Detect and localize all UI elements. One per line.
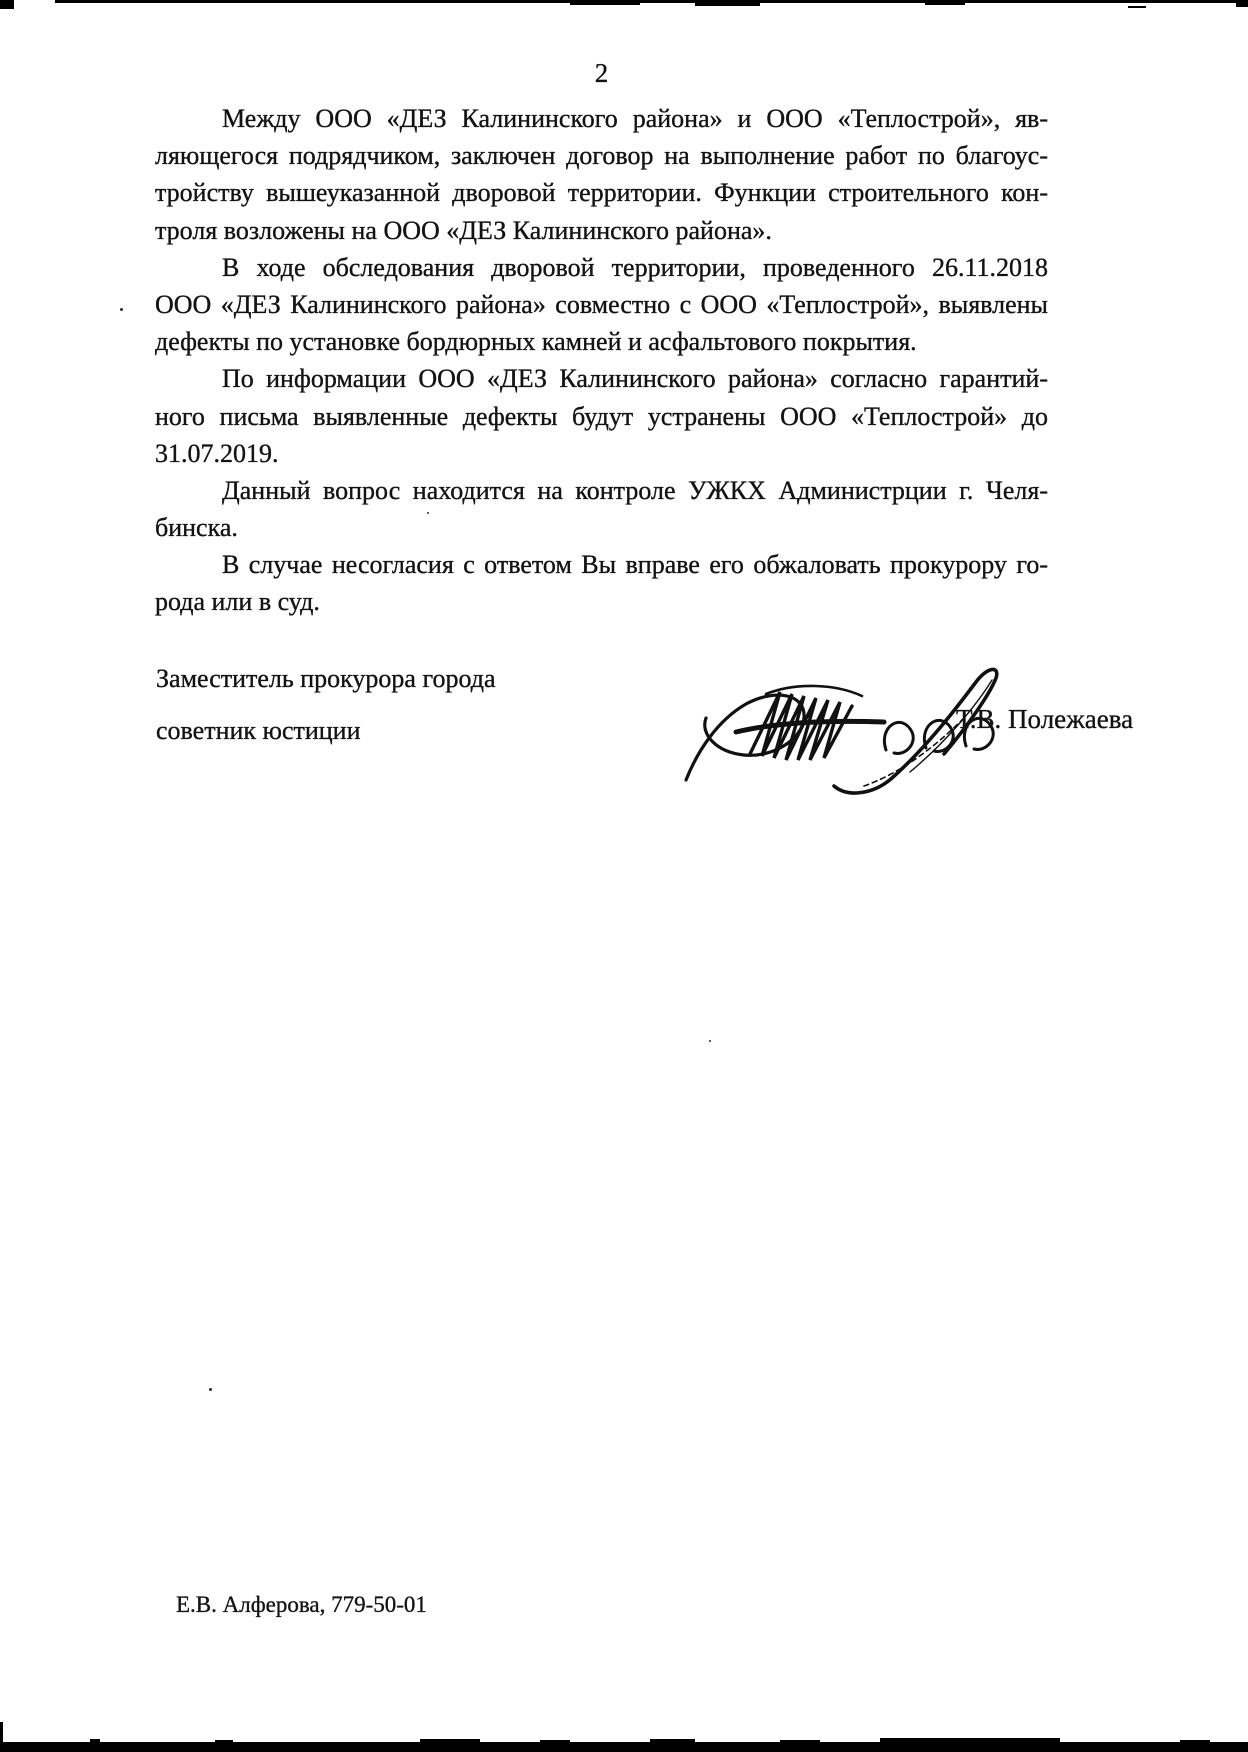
bottom-bar-noise xyxy=(540,1740,570,1742)
scan-speck xyxy=(209,1388,212,1391)
top-scan-line-noise xyxy=(570,0,640,5)
paragraph xyxy=(155,472,1048,546)
scan-speck xyxy=(427,512,429,514)
paragraph xyxy=(155,249,1048,361)
text-line: Между ООО «ДЕЗ Калининского района» и ООО «Теплострой», яв- xyxy=(222,104,1048,133)
text-line: В случае несогласия с ответом Вы вправе его обжаловать прокурору го- xyxy=(222,550,1048,580)
executor-contact: Е.В. Алферова, 779-50-01 xyxy=(176,1592,427,1617)
text-line: В ходе обследования дворовой территории, проведенного 26.11.2018 xyxy=(222,252,1048,282)
text-line: По информации ООО «ДЕЗ Калининского района» согласно гарантий- xyxy=(222,364,1048,394)
text-line: 31.07.2019. xyxy=(155,438,279,468)
text-line: Данный вопрос находится на контроле УЖКХ Администрции г. Челя- xyxy=(222,475,1048,505)
top-scan-line-noise xyxy=(1128,6,1146,8)
top-scan-line-noise xyxy=(925,0,965,5)
top-left-scan-blob xyxy=(0,0,14,9)
text-line: рода или в суд. xyxy=(155,587,320,617)
bottom-scan-bar xyxy=(0,1742,1248,1752)
bottom-bar-noise xyxy=(880,1738,1060,1742)
text-line: тройству вышеуказанной дворовой территории. Функции строительного кон- xyxy=(155,178,1048,208)
paragraph xyxy=(155,100,1048,249)
top-scan-line-noise xyxy=(1236,0,1248,7)
bottom-bar-noise xyxy=(650,1739,695,1742)
text-line: ООО «ДЕЗ Калининского района» совместно с ООО «Теплострой», выявлены xyxy=(155,289,1048,319)
bottom-bar-noise xyxy=(215,1740,233,1742)
scan-speck xyxy=(120,308,123,311)
text-line: ляющегося подрядчиком, заключен договор на выполнение работ по благоус- xyxy=(155,141,1048,171)
text-line: ного письма выявленные дефекты будут устранены ООО «Теплострой» до xyxy=(155,401,1048,431)
bottom-bar-noise xyxy=(90,1739,100,1742)
top-scan-line-noise xyxy=(695,0,760,6)
bottom-bar-noise xyxy=(1180,1740,1210,1742)
text-line: бинска. xyxy=(155,513,238,543)
paragraph xyxy=(155,360,1048,472)
signer-name: Т.В. Полежаева xyxy=(956,704,1134,734)
bottom-bar-noise xyxy=(420,1739,480,1742)
text-line: троля возложены на ООО «ДЕЗ Калининского района». xyxy=(155,215,772,245)
signer-position-line-1: Заместитель прокурора города xyxy=(156,664,496,693)
top-scan-line xyxy=(55,0,1248,3)
letter-body xyxy=(155,100,1048,621)
paragraph xyxy=(155,546,1048,620)
scan-speck xyxy=(709,1040,711,1042)
signer-position-line-2: советник юстиции xyxy=(156,716,361,745)
page-number: 2 xyxy=(594,58,609,88)
bottom-bar-noise xyxy=(780,1740,820,1742)
text-line: дефекты по установке бордюрных камней и асфальтового покрытия. xyxy=(155,327,917,357)
